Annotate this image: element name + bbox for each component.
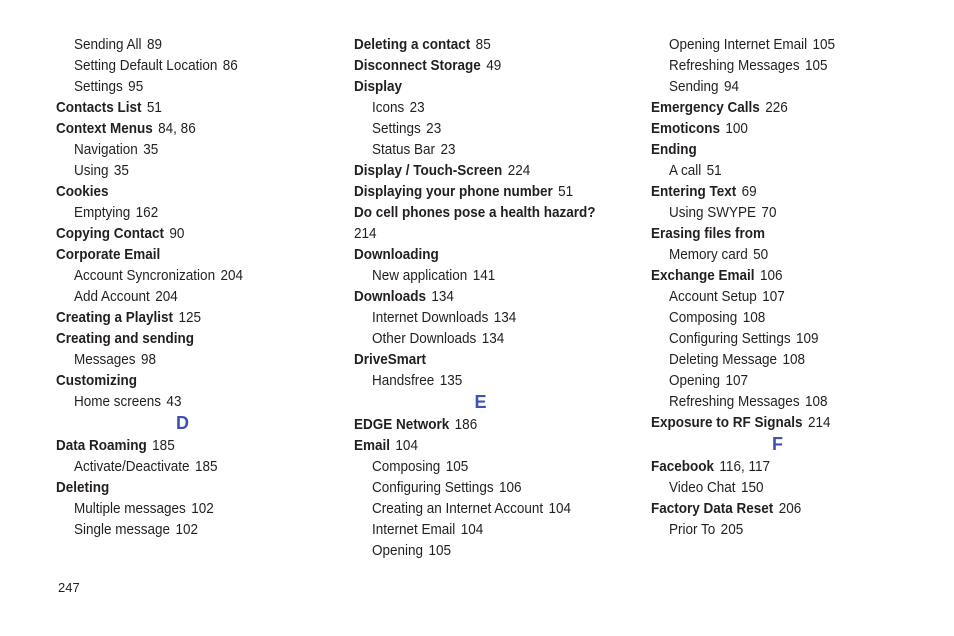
entry-term: Data Roaming [56,437,147,454]
index-entry [354,349,606,370]
index-entry [56,181,308,202]
index-entry [354,286,606,307]
entry-page-ref: 205 [720,521,744,538]
entry-page-ref: 85 [475,36,491,53]
entry-term: Account Syncronization [74,267,216,284]
entry-term: Settings [372,120,421,137]
entry-term: Internet Downloads [372,309,489,326]
entry-term: Ending [651,141,697,158]
entry-term: Emptying [74,204,131,221]
entry-page-ref: 116, 117 [719,458,770,475]
index-subentry [56,498,308,519]
entry-page-ref: 106 [759,267,783,284]
entry-term: Configuring Settings [669,330,791,347]
index-subentry [354,118,606,139]
entry-page-ref: 104 [395,437,418,454]
entry-term: Handsfree [372,372,435,389]
entry-term: Exchange Email [651,267,755,284]
entry-page-ref: 89 [146,36,162,53]
entry-term: Navigation [74,141,138,158]
index-entry [56,435,308,456]
entry-term: Opening [669,372,721,389]
index-subentry [354,328,606,349]
entry-term: Account Setup [669,288,757,305]
entry-term: Add Account [74,288,150,305]
entry-term: Sending [669,78,719,95]
index-subentry [56,265,308,286]
index-entry [56,307,308,328]
entry-page-ref: 141 [472,267,496,284]
entry-page-ref: 49 [486,57,502,74]
entry-page-ref: 90 [169,225,185,242]
entry-term: Memory card [669,246,748,263]
index-entry [354,435,606,456]
entry-page-ref: 104 [548,500,572,517]
index-subentry [56,286,308,307]
entry-page-ref: 86 [222,57,238,74]
entry-page-ref: 102 [191,500,214,517]
index-entry [56,244,308,265]
entry-term: Entering Text [651,183,737,200]
entry-page-ref: 104 [460,521,484,538]
entry-term: Configuring Settings [372,479,494,496]
entry-page-ref: 108 [742,309,766,326]
entry-term: Refreshing Messages [669,57,800,74]
index-subentry [56,139,308,160]
index-entry [651,118,903,139]
entry-page-ref: 105 [445,458,469,475]
entry-page-ref: 125 [178,309,201,326]
index-entry [354,34,606,55]
index-subentry [56,55,308,76]
entry-term: Internet Email [372,521,456,538]
entry-term: Sending All [74,36,142,53]
entry-term: Cookies [56,183,109,200]
index-entry [56,370,308,391]
entry-page-ref: 105 [812,36,836,53]
index-entry [354,414,606,435]
entry-term: Erasing files from [651,225,766,242]
entry-term: Email [354,437,391,454]
entry-page-ref: 51 [146,99,162,116]
entry-term: Disconnect Storage [354,57,481,74]
entry-term: Creating a Playlist [56,309,174,326]
entry-page-ref: 50 [753,246,769,263]
entry-term: Other Downloads [372,330,477,347]
entry-term: Customizing [56,372,137,389]
entry-term: Emoticons [651,120,721,137]
index-entry [56,118,308,139]
index-subentry [651,519,903,540]
index-entry [354,160,606,181]
section-letter: E [474,392,487,412]
index-subentry [354,307,606,328]
entry-term: Do cell phones pose a health hazard? [354,204,596,221]
entry-term: DriveSmart [354,351,427,368]
entry-term: Deleting [56,479,110,496]
section-letter: F [772,434,783,454]
entry-term: A call [669,162,702,179]
index-subentry [56,456,308,477]
index-subentry [651,55,903,76]
entry-page-ref: 94 [723,78,739,95]
entry-term: Opening [372,542,424,559]
index-column-3 [651,34,931,540]
entry-page-ref: 105 [428,542,451,559]
entry-page-ref: 35 [113,162,129,179]
entry-term: Prior To [669,521,716,538]
entry-term: Facebook [651,458,715,475]
entry-term: Downloads [354,288,427,305]
entry-term: Downloading [354,246,439,263]
index-entry [56,223,308,244]
entry-term: Activate/Deactivate [74,458,190,475]
index-subentry [651,307,903,328]
index-entry [651,456,903,477]
entry-term: Contacts List [56,99,142,116]
entry-page-ref: 69 [741,183,757,200]
index-subentry [651,349,903,370]
entry-term: Messages [74,351,136,368]
index-entry [651,181,903,202]
index-subentry [651,76,903,97]
entry-page-ref: 108 [782,351,805,368]
entry-page-ref: 204 [155,288,178,305]
entry-page-ref: 134 [481,330,505,347]
index-subentry [354,265,606,286]
entry-page-ref: 186 [454,416,478,433]
index-entry [651,412,903,433]
entry-page-ref: 226 [765,99,788,116]
index-entry [651,265,903,286]
index-subentry [651,370,903,391]
entry-page-ref: 107 [725,372,748,389]
entry-page-ref: 35 [143,141,159,158]
entry-page-ref: 23 [426,120,442,137]
index-subentry [651,34,903,55]
index-subentry [56,391,308,412]
index-subentry [651,286,903,307]
entry-page-ref: 162 [135,204,159,221]
index-column-1 [56,34,336,540]
index-subentry [651,477,903,498]
index-subentry [651,202,903,223]
entry-term: Exposure to RF Signals [651,414,803,431]
entry-page-ref: 185 [152,437,175,454]
entry-term: Multiple messages [74,500,186,517]
index-subentry [354,97,606,118]
entry-term: Deleting a contact [354,36,471,53]
entry-page-ref: 105 [804,57,828,74]
index-subentry [354,540,606,561]
index-subentry [56,34,308,55]
index-entry [354,55,606,76]
index-subentry [354,456,606,477]
section-letter: D [176,413,189,433]
entry-term: Copying Contact [56,225,164,242]
entry-term: New application [372,267,468,284]
index-subentry [354,477,606,498]
entry-term: Composing [372,458,441,475]
index-subentry [56,519,308,540]
page-number: 247 [58,580,80,595]
entry-term: Settings [74,78,123,95]
entry-term: Setting Default Location [74,57,218,74]
index-entry [56,97,308,118]
index-subentry [354,370,606,391]
entry-page-ref: 43 [166,393,182,410]
entry-term: Opening Internet Email [669,36,808,53]
entry-page-ref: 102 [175,521,198,538]
entry-term: Displaying your phone number [354,183,553,200]
entry-term: Factory Data Reset [651,500,774,517]
index-entry [56,328,308,349]
index-subentry [354,498,606,519]
entry-term: Icons [372,99,405,116]
entry-term: Corporate Email [56,246,161,263]
entry-page-ref: 51 [558,183,574,200]
entry-page-ref: 185 [194,458,218,475]
index-entry [651,223,903,244]
entry-page-ref: 107 [762,288,785,305]
entry-term: Refreshing Messages [669,393,800,410]
index-entry [354,202,606,223]
entry-page-ref: 224 [507,162,531,179]
index-subentry [56,76,308,97]
entry-page-ref: 150 [740,479,764,496]
entry-term: Display [354,78,403,95]
index-subentry [651,244,903,265]
index-subentry [651,160,903,181]
entry-page-ref: 135 [439,372,463,389]
entry-page-ref: 214 [807,414,831,431]
entry-page-ref: 206 [778,500,802,517]
entry-page-ref: 134 [431,288,454,305]
index-column-2 [354,34,634,561]
entry-term: Single message [74,521,171,538]
entry-page-ref: 109 [795,330,819,347]
entry-term: Display / Touch-Screen [354,162,503,179]
entry-term: Deleting Message [669,351,778,368]
index-entry [354,181,606,202]
entry-term: EDGE Network [354,416,450,433]
entry-page-ref: 51 [706,162,722,179]
entry-page-ref: 23 [409,99,425,116]
entry-term: Composing [669,309,738,326]
entry-page-ref: 23 [440,141,456,158]
index-subentry [354,519,606,540]
entry-page-ref: 134 [493,309,517,326]
entry-page-ref: 108 [804,393,828,410]
index-subentry [56,160,308,181]
entry-term: Emergency Calls [651,99,760,116]
index-entry [354,244,606,265]
entry-page-ref: 70 [761,204,777,221]
entry-term: Creating an Internet Account [372,500,544,517]
entry-page-ref: 106 [498,479,522,496]
index-entry [651,498,903,519]
index-entry [651,97,903,118]
entry-term: Video Chat [669,479,736,496]
index-subentry [354,139,606,160]
entry-page-ref: 204 [220,267,244,284]
entry-term: Using SWYPE [669,204,757,221]
index-entry [651,139,903,160]
entry-page-ref: 95 [128,78,144,95]
entry-term: Home screens [74,393,162,410]
entry-page-ref: 100 [725,120,748,137]
entry-term: Status Bar [372,141,436,158]
entry-page-ref: 84, 86 [158,120,196,137]
entry-term: Using [74,162,109,179]
index-subentry [56,349,308,370]
index-subentry [651,391,903,412]
entry-term: Context Menus [56,120,153,137]
entry-page-ref: 98 [140,351,156,368]
index-entry [56,477,308,498]
index-subentry [56,202,308,223]
index-subentry [651,328,903,349]
entry-page-ref: 214 [354,225,377,242]
entry-term: Creating and sending [56,330,195,347]
index-entry-continuation [354,223,606,244]
index-entry [354,76,606,97]
